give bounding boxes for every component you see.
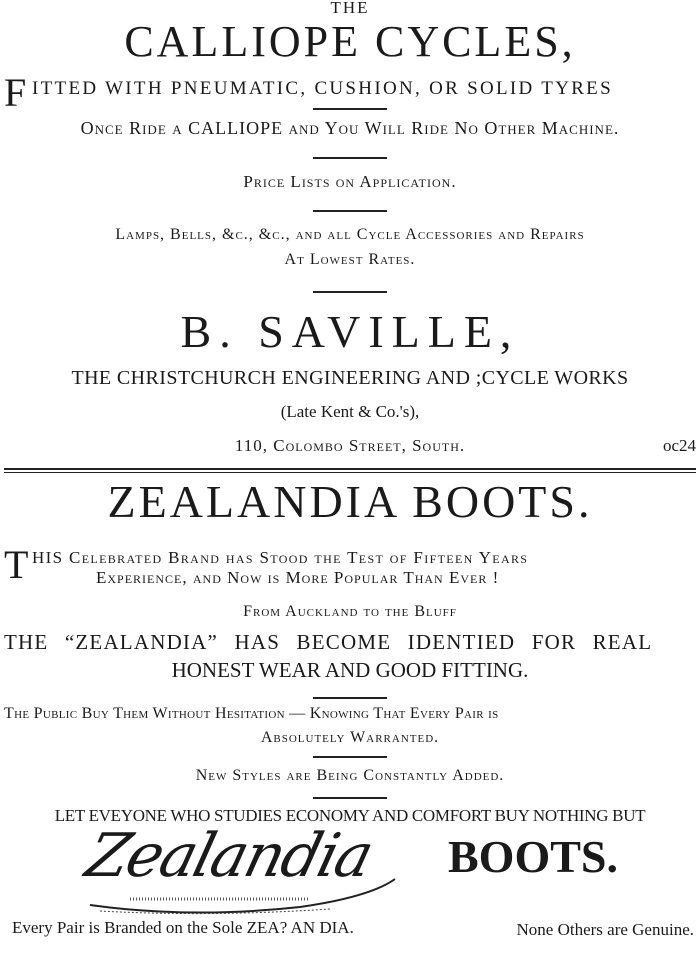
rule: [313, 756, 387, 758]
dropcap-f: F: [4, 70, 27, 115]
branded-line: Every Pair is Branded on the Sole ZEA? AN DIA.: [12, 918, 354, 937]
identified-text: THE “ZEALANDIA” HAS BECOME IDENTIED FOR REAL: [4, 630, 653, 654]
script-logo-text: Zealandia: [79, 821, 379, 891]
from-line: From Auckland to the Bluff: [243, 603, 457, 620]
identified-line: [4, 630, 696, 655]
rates-line: At Lowest Rates.: [284, 251, 416, 268]
issue-code: oc24: [662, 436, 696, 455]
works-line: THE CHRISTCHURCH ENGINEERING AND ;CYCLE WORKS: [71, 367, 629, 389]
zealandia-script-logo: [70, 821, 410, 917]
public-text: The Public Buy Them Without Hesitation — Knowing That Every Pair is: [4, 705, 499, 722]
section-divider: [4, 468, 696, 473]
honest-line: HONEST WEAR AND GOOD FITTING.: [171, 658, 529, 682]
brand-line-1-text: HIS Celebrated Brand has Stood the Test of Fifteen Years: [32, 548, 529, 567]
lamps-line: Lamps, Bells, &c., &c., and all Cycle Accessories and Repairs: [115, 226, 585, 243]
brand-line-1: [32, 548, 696, 568]
warranted-line: Absolutely Warranted.: [260, 729, 440, 746]
the-heading: THE: [330, 0, 370, 17]
proprietor-name: B. SAVILLE,: [180, 306, 520, 357]
genuine-line: None Others are Genuine.: [516, 920, 694, 939]
rule: [313, 157, 387, 159]
rule: [313, 697, 387, 699]
calliope-cycles-advert: [0, 0, 700, 470]
rule: [313, 108, 387, 110]
rule: [313, 210, 387, 212]
zealandia-boots-advert: [0, 475, 700, 965]
new-styles: New Styles are Being Constantly Added.: [195, 767, 505, 784]
rule: [313, 797, 387, 799]
dropcap-t: T: [4, 542, 29, 587]
calliope-slogan: Once Ride a CALLIOPE and You Will Ride No Other Machine.: [80, 118, 620, 138]
price-lists: Price Lists on Application.: [243, 172, 457, 191]
tyres-text: ITTED WITH PNEUMATIC, CUSHION, OR SOLID TYRES: [32, 78, 613, 99]
late-line: (Late Kent & Co.'s),: [280, 402, 420, 421]
brand-line-2: Experience, and Now is More Popular Than Ever !: [96, 568, 500, 587]
calliope-title: CALLIOPE CYCLES,: [124, 17, 576, 66]
zealandia-title: ZEALANDIA BOOTS.: [107, 476, 593, 527]
address-line: 110, Colombo Street, South.: [234, 436, 466, 455]
rule: [313, 291, 387, 293]
tyres-line: [32, 78, 692, 100]
economy-line: LET EVEYONE WHO STUDIES ECONOMY AND COMFORT BUY NOTHING BUT: [54, 806, 646, 825]
boots-word: BOOTS.: [448, 831, 619, 882]
public-line: [4, 705, 696, 723]
